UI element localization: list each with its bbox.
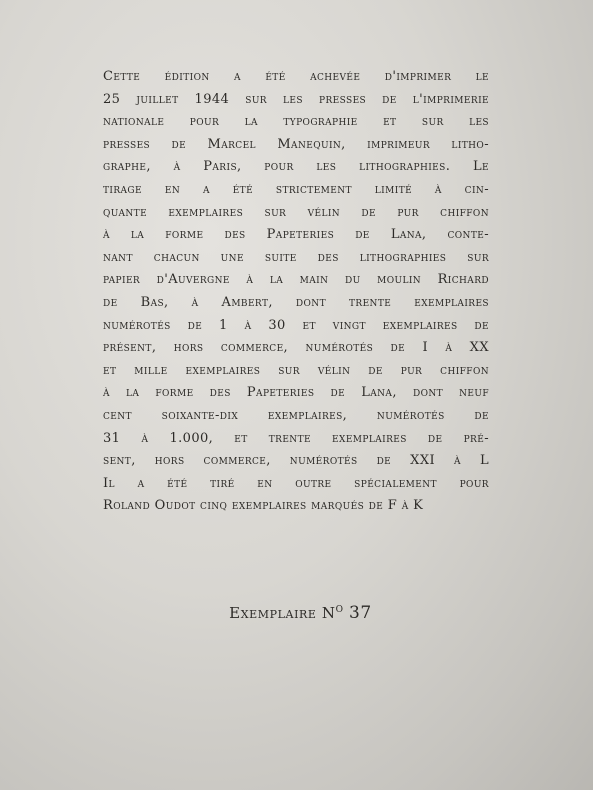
colophon-line: tirage en a été strictement limité à cin- [103,181,489,197]
copy-number-value: 37 [349,603,372,623]
colophon-line: graphe, à Paris, pour les lithographies. Le [103,159,489,175]
colophon-line: présent, hors commerce, numérotés de I à XX [103,340,489,356]
colophon-line: Cette édition a été achevée d'imprimer le [103,69,489,84]
colophon-line: Roland Oudot cinq exemplaires marqués de F à K [103,498,424,514]
colophon-line: nant chacun une suite des lithographies sur [103,249,489,265]
copy-number [4,600,593,623]
colophon-line: presses de Marcel Manequin, imprimeur litho- [103,136,489,152]
colophon-text [103,66,489,518]
colophon-line: numérotés de 1 à 30 et vingt exemplaires de [103,317,489,333]
colophon-line: 25 juillet 1944 sur les presses de l'imprimerie [103,91,489,107]
colophon-line: de Bas, à Ambert, dont trente exemplaires [103,294,489,310]
colophon-line: sent, hors commerce, numérotés de XXI à L [103,453,489,469]
colophon-line: Il a été tiré en outre spécialement pour [103,475,489,491]
colophon-line: à la forme des Papeteries de Lana, conte- [103,227,489,243]
colophon-line: cent soixante-dix exemplaires, numérotés de [103,407,489,423]
colophon-line: et mille exemplaires sur vélin de pur chiffon [103,362,489,378]
colophon-line: papier d'Auvergne à la main du moulin Richard [103,272,489,288]
colophon-line: quante exemplaires sur vélin de pur chiffon [103,204,489,220]
colophon-line: 31 à 1.000, et trente exemplaires de pré- [103,430,489,446]
colophon-line: nationale pour la typographie et sur les [103,114,489,130]
copy-number-label: Exemplaire N [229,604,336,622]
copy-number-ordinal-mark: o [335,600,344,615]
colophon-line: à la forme des Papeteries de Lana, dont neuf [103,385,489,401]
